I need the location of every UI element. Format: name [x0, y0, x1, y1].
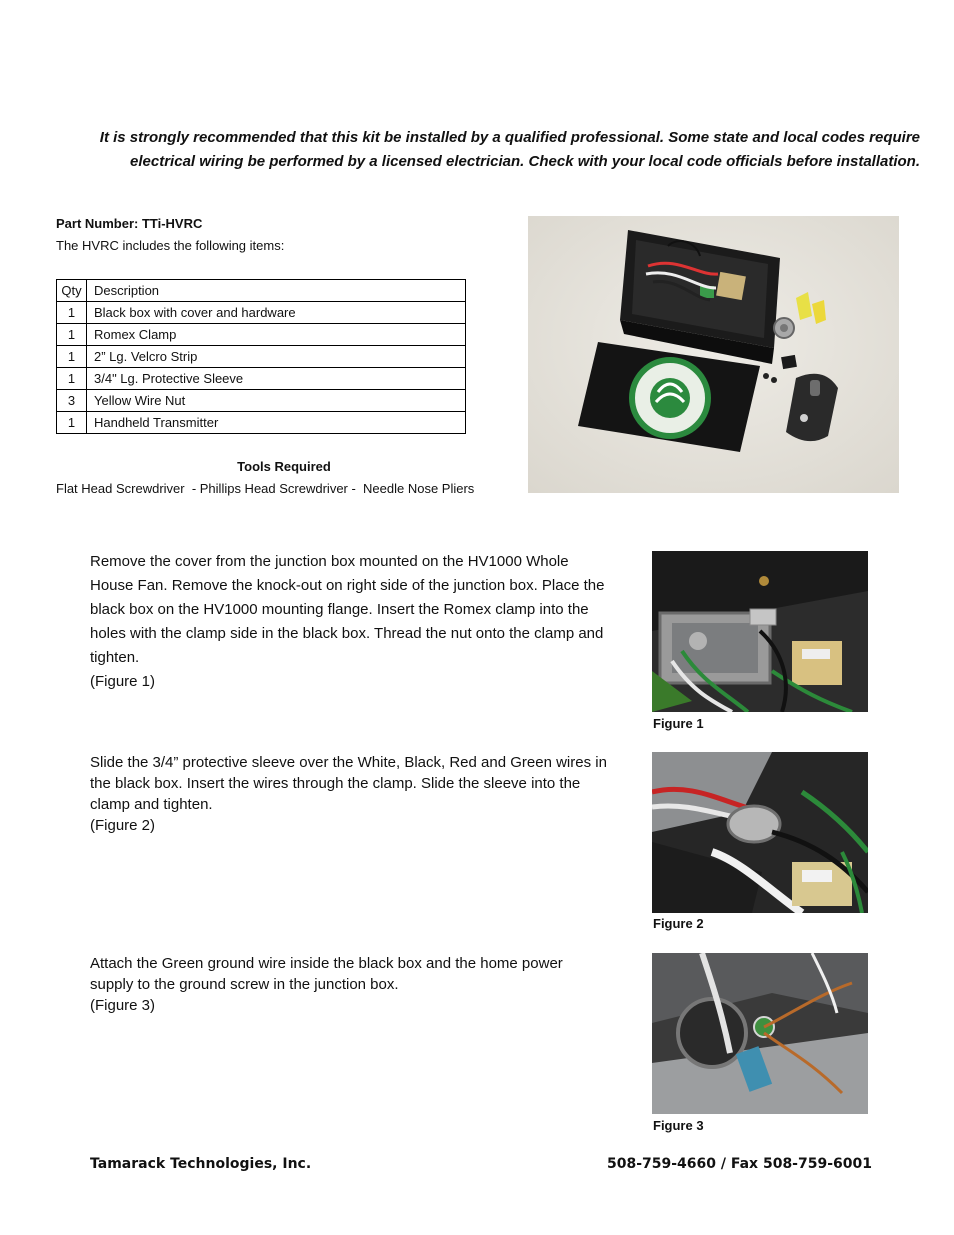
footer-company: Tamarack Technologies, Inc.	[90, 1156, 312, 1172]
table-row	[57, 412, 466, 434]
table-row	[57, 346, 466, 368]
figure-2-photo	[652, 752, 868, 913]
step-line: tighten.	[90, 649, 140, 666]
warning-line-1: It is strongly recommended that this kit be installed by a qualified professional. Some state and local codes require	[99, 129, 920, 146]
step-line: supply to the ground screw in the junction box.	[90, 976, 399, 993]
step-line: House Fan. Remove the knock-out on right side of the junction box. Place the	[90, 577, 605, 594]
figure-3-caption: Figure 3	[653, 1118, 704, 1133]
kit-contents-photo	[528, 216, 899, 493]
table-header-row	[57, 280, 466, 302]
description-cell: 3/4" Lg. Protective Sleeve	[87, 368, 466, 390]
step-line: (Figure 1)	[90, 673, 156, 690]
warning-line-2: electrical wiring be performed by a licensed electrician. Check with your local code officials before installation.	[130, 153, 920, 170]
qty-cell: 1	[57, 346, 87, 368]
step-line: the black box. Insert the wires through the clamp. Slide the sleeve into the	[90, 775, 581, 792]
step-line: (Figure 3)	[90, 997, 156, 1014]
figure-3-photo	[652, 953, 868, 1114]
step-line: Attach the Green ground wire inside the black box and the home power	[90, 955, 563, 972]
includes-text: The HVRC includes the following items:	[56, 238, 285, 253]
qty-cell: 3	[57, 390, 87, 412]
footer-phone-fax: 508-759-4660 / Fax 508-759-6001	[606, 1156, 872, 1172]
step-1-text	[90, 550, 638, 694]
table-row	[57, 390, 466, 412]
qty-cell: 1	[57, 412, 87, 434]
step-line: Remove the cover from the junction box mounted on the HV1000 Whole	[90, 553, 569, 570]
step-line: holes with the clamp side in the black box. Thread the nut onto the clamp and	[90, 625, 604, 642]
header-description: Description	[87, 280, 466, 302]
figure-2-caption: Figure 2	[653, 916, 704, 931]
step-line: (Figure 2)	[90, 817, 156, 834]
tools-list: Flat Head Screwdriver - Phillips Head Screwdriver - Needle Nose Pliers	[56, 481, 475, 496]
description-cell: Romex Clamp	[87, 324, 466, 346]
description-cell: Yellow Wire Nut	[87, 390, 466, 412]
header-qty: Qty	[57, 280, 87, 302]
figure-1-photo	[652, 551, 868, 712]
description-cell: Black box with cover and hardware	[87, 302, 466, 324]
part-number: Part Number: TTi-HVRC	[56, 216, 203, 231]
step-line: Slide the 3/4” protective sleeve over the White, Black, Red and Green wires in	[90, 754, 607, 771]
installation-warning	[60, 126, 920, 174]
step-2-text	[90, 752, 638, 836]
description-cell: Handheld Transmitter	[87, 412, 466, 434]
table-row	[57, 302, 466, 324]
qty-cell: 1	[57, 368, 87, 390]
step-3-text	[90, 953, 638, 1016]
items-table	[56, 279, 466, 434]
qty-cell: 1	[57, 324, 87, 346]
description-cell: 2” Lg. Velcro Strip	[87, 346, 466, 368]
table-row	[57, 324, 466, 346]
tools-required-title: Tools Required	[237, 459, 331, 474]
step-line: clamp and tighten.	[90, 796, 213, 813]
step-line: black box on the HV1000 mounting flange. Insert the Romex clamp into the	[90, 601, 589, 618]
qty-cell: 1	[57, 302, 87, 324]
table-row	[57, 368, 466, 390]
figure-1-caption: Figure 1	[653, 716, 704, 731]
